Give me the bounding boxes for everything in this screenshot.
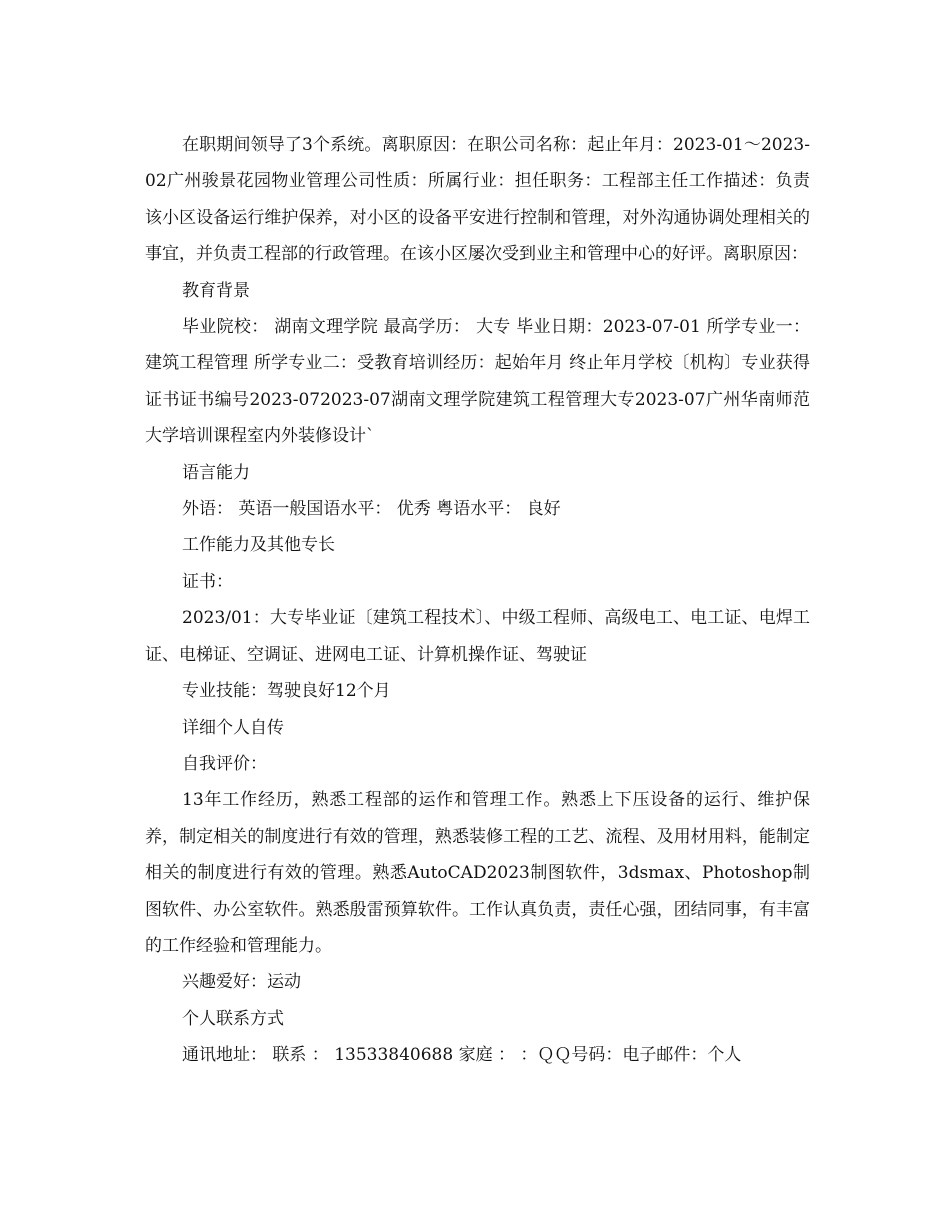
document-page (145, 127, 810, 1074)
hobbies-paragraph: 兴趣爱好：运动 (182, 972, 301, 993)
self-evaluation-heading: 自我评价： (182, 753, 267, 774)
certificates-heading: 证书： (182, 571, 233, 592)
language-heading: 语言能力 (182, 462, 250, 483)
work-history-paragraph: 在职期间领导了3个系统。离职原因：在职公司名称：起止年月：2023-01～2023-02广州骏景花园物业管理公司性质：所属行业：担任职务：工程部主任工作描述：负责该小区设备运行维护保养，对小区的设备平安进行控制和管理，对外沟通协调处理相关的事宜，并负责工程部的行政管理。在该小区屡次受到业主和管理中心的好评。离职原因： (145, 135, 810, 265)
self-evaluation-paragraph: 13年工作经历，熟悉工程部的运作和管理工作。熟悉上下压设备的运行、维护保养，制定相关的制度进行有效的管理，熟悉装修工程的工艺、流程、及用材用料，能制定相关的制度进行有效的管理。熟悉AutoCAD2023制图软件，3dsmax、Photoshop制图软件、办公室软件。熟悉殷雷预算软件。工作认真负责，责任心强，团结同事，有丰富的工作经验和管理能力。 (145, 790, 810, 956)
language-paragraph: 外语： 英语一般国语水平： 优秀 粤语水平： 良好 (182, 499, 561, 520)
contact-paragraph: 通讯地址： 联系 ： 13533840688 家庭 ： ：ＱＱ号码：电子邮件：个人 (182, 1045, 742, 1066)
professional-skills-paragraph: 专业技能：驾驶良好12个月 (182, 681, 391, 702)
certificates-paragraph: 2023/01：大专毕业证〔建筑工程技术〕、中级工程师、高级电工、电工证、电焊工证、电梯证、空调证、进网电工证、计算机操作证、驾驶证 (145, 608, 810, 665)
education-heading: 教育背景 (182, 280, 250, 301)
contact-heading: 个人联系方式 (182, 1008, 284, 1029)
autobiography-heading: 详细个人自传 (182, 717, 284, 738)
education-paragraph: 毕业院校： 湖南文理学院 最高学历： 大专 毕业日期：2023-07-01 所学专业一： 建筑工程管理 所学专业二：受教育培训经历：起始年月 终止年月学校〔机构〕专业获得证书证书编号2023-072023-07湖南文理学院建筑工程管理大专2023-07广州华南师范大学培训课程室内外装修设计` (145, 317, 810, 447)
skills-heading: 工作能力及其他专长 (182, 535, 335, 556)
